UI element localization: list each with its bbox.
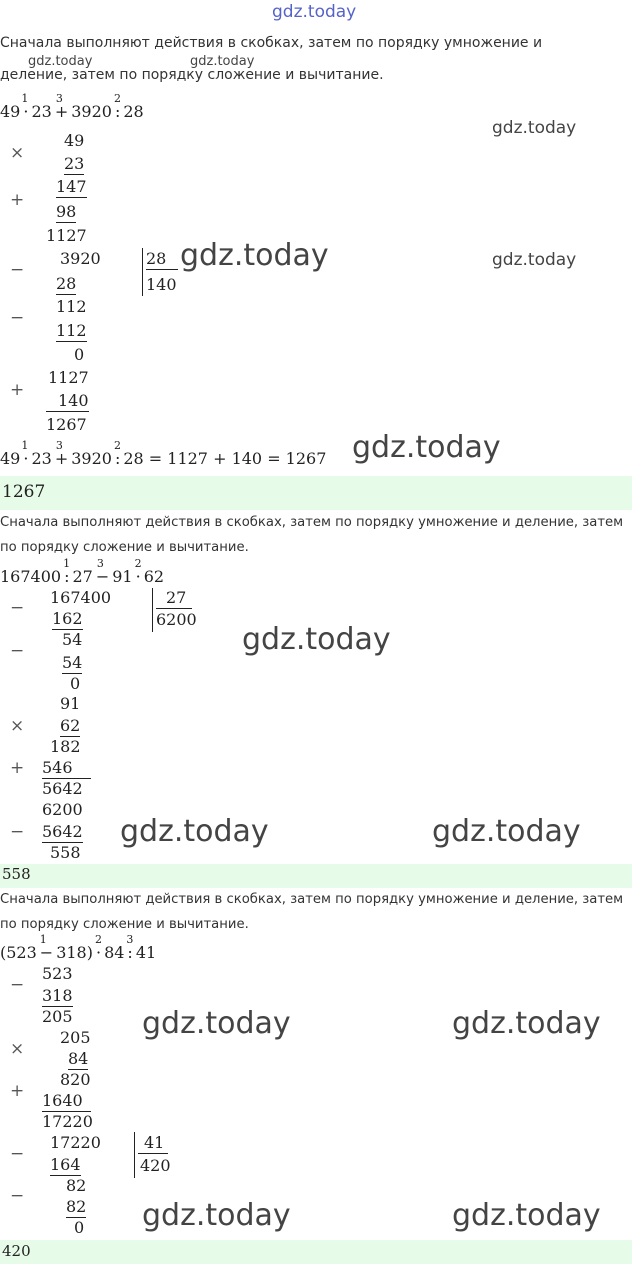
rule-text: деление, затем по порядку сложение и вычитание. [0,67,384,83]
minuend: 6200 [42,800,83,819]
minus-sign: − [10,1186,25,1206]
plus-sign: + [10,1081,25,1101]
subtrahend: 162 [52,609,83,628]
subtrahend: 82 [66,1197,87,1216]
division-bar [152,588,153,632]
rule-text: по порядку сложение и вычитание. [0,540,249,555]
divisor: 41 [138,1133,168,1154]
divisor: 28 [146,249,178,270]
watermark: gdz.today [180,238,329,273]
minus-sign: − [10,1144,25,1164]
watermark: gdz.today [432,814,581,849]
factor: 205 [60,1028,91,1047]
remainder: 0 [74,345,85,364]
plus-sign: + [10,190,25,210]
minus-sign: − [10,308,25,328]
watermark: gdz.today [352,430,501,465]
quotient: 420 [140,1156,171,1175]
multiply-sign: × [10,143,25,163]
division-bar [134,1132,135,1178]
plus-sign: + [10,758,25,778]
remainder-step: 82 [66,1176,87,1195]
minus-sign: − [10,975,25,995]
quotient: 140 [146,275,177,294]
factor: 84 [68,1049,89,1068]
divisor: 27 [156,588,192,609]
multiply-sign: × [10,1039,25,1059]
subtrahend: 112 [56,321,87,340]
watermark: gdz.today [190,54,255,69]
difference: 205 [42,1007,73,1026]
watermark: gdz.today [452,1006,601,1041]
minuend: 523 [42,964,73,983]
factor: 62 [60,716,81,735]
expression: 167400 1 : 27 3 − 91 2 · 62 [0,557,165,586]
answer-bar [0,1240,632,1264]
remainder: 0 [70,674,81,693]
dividend: 167400 [50,588,112,607]
answer: 420 [2,1242,31,1260]
minus-sign: − [10,260,25,280]
rule-text: по порядку сложение и вычитание. [0,917,249,932]
multiply-sign: × [10,716,25,736]
answer: 1267 [2,482,46,502]
subtrahend: 54 [62,653,83,672]
subtrahend: 5642 [42,822,83,841]
watermark: gdz.today [120,814,269,849]
minus-sign: − [10,598,25,618]
product: 1127 [46,226,87,245]
rule-text: Сначала выполняют действия в скобках, затем по порядку умножение и деление, затем [0,892,624,907]
plus-sign: + [10,380,25,400]
addend: 1127 [48,368,89,387]
minus-sign: − [10,822,25,842]
subtrahend: 28 [56,274,77,293]
addend: 140 [46,391,89,412]
factor: 91 [60,694,81,713]
dividend: 3920 [60,249,101,268]
subtrahend: 164 [50,1155,81,1174]
partial-product: 147 [56,177,87,196]
final-expression: 49 1 · 23 3 + 3920 2 : 28 = 1127 + 140 = 1267 [0,439,327,468]
factor: 23 [64,154,85,173]
partial-product: 820 [60,1070,91,1089]
difference: 558 [50,843,81,862]
product: 5642 [42,779,83,798]
answer-bar [0,476,632,510]
rule-text: Сначала выполняют действия в скобках, затем по порядку умножение и деление, затем [0,515,624,530]
sum: 1267 [46,415,87,434]
division-bar [142,248,143,296]
watermark: gdz.today [142,1198,291,1233]
quotient: 6200 [156,610,197,629]
expression: 49 1 · 23 3 + 3920 2 : 28 [0,92,144,121]
watermark: gdz.today [242,622,391,657]
remainder-step: 112 [56,297,87,316]
answer-bar [0,864,632,888]
remainder-step: 54 [62,630,83,649]
watermark: gdz.today [492,118,577,138]
factor: 49 [64,131,85,150]
product: 17220 [42,1112,93,1131]
rule-text: Сначала выполняют действия в скобках, затем по порядку умножение и [0,35,543,51]
watermark: gdz.today [492,250,577,270]
subtrahend: 318 [42,986,73,1005]
expression: (523 1 − 318) 2 · 84 3 : 41 [0,933,157,962]
watermark-top: gdz.today [272,2,357,22]
partial-product: 1640 [42,1091,91,1112]
minus-sign: − [10,641,25,661]
partial-product: 182 [50,737,81,756]
watermark: gdz.today [452,1198,601,1233]
watermark: gdz.today [28,54,93,69]
partial-product: 98 [56,202,77,221]
partial-product: 546 [42,758,91,779]
answer: 558 [2,865,31,883]
dividend: 17220 [50,1133,101,1152]
remainder: 0 [74,1218,85,1237]
watermark: gdz.today [142,1006,291,1041]
